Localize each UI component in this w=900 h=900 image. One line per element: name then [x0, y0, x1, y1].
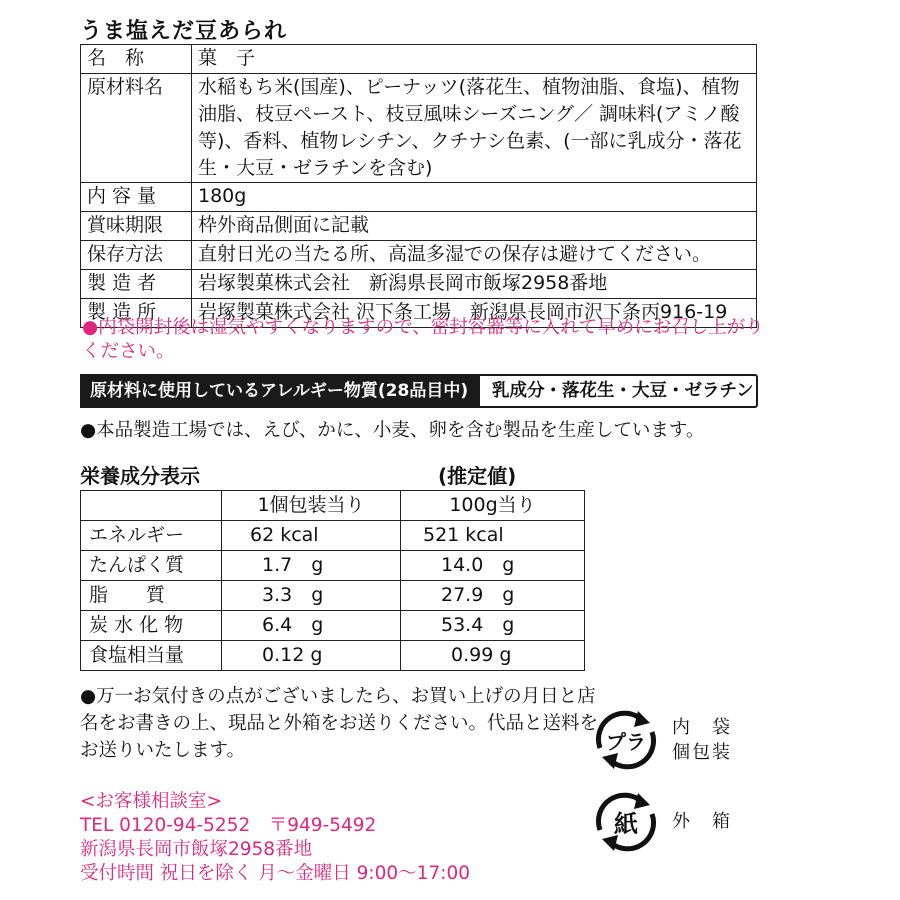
nutrient-name: たんぱく質	[81, 551, 222, 581]
nutrient-per-100g: 521 kcal	[401, 521, 585, 551]
info-value: 岩塚製菓株式会社 沢下条工場 新潟県長岡市沢下条丙916-19	[192, 299, 757, 328]
inquiry-note: ●万一お気付きの点がございましたら、お買い上げの月日と店名をお書きの上、現品と外箱をお送りください。代品と送料をお送りいたします。	[80, 686, 599, 761]
contact-heading: <お客様相談室>	[80, 791, 223, 812]
info-label: 保存方法	[81, 241, 192, 270]
nutrient-per-100g: 53.4 g	[401, 611, 585, 641]
info-row	[81, 241, 757, 270]
info-value: 岩塚製菓株式会社 新潟県長岡市飯塚2958番地	[192, 270, 757, 299]
nutrient-per-pack: 1.7 g	[222, 551, 401, 581]
nutrient-per-pack: 0.12 g	[222, 641, 401, 671]
info-value: 菓 子	[192, 45, 757, 74]
allergy-items: 乳成分・落花生・大豆・ゼラチン	[478, 374, 758, 408]
nutrition-row	[81, 551, 585, 581]
nutrition-title: 栄養成分表示	[80, 464, 200, 488]
contact-hours: 受付時間 祝日を除く 月〜金曜日 9:00〜17:00	[80, 863, 471, 884]
info-label: 製 造 者	[81, 270, 192, 299]
pla-mark-text: プラ	[606, 730, 646, 754]
nutrition-header-row	[81, 491, 585, 521]
info-label: 名 称	[81, 45, 192, 74]
pla-label-inner-bag: 内 袋	[672, 717, 732, 738]
info-label: 製 造 所	[81, 299, 192, 328]
product-info-table	[80, 44, 757, 328]
pla-recycle-icon	[592, 708, 660, 772]
nutrient-name: 炭 水 化 物	[81, 611, 222, 641]
contact-phone: TEL 0120-94-5252 〒949-5492	[80, 815, 377, 836]
nutrient-per-100g: 0.99 g	[401, 641, 585, 671]
info-value-ingredients: 水稲もち米(国産)、ピーナッツ(落花生、植物油脂、食塩)、植物油脂、枝豆ペースト、枝豆風味シーズニング／ 調味料(アミノ酸等)、香料、植物レシチン、クチナシ色素、(一部に乳成分・落花生・大豆・ゼラチンを含む)	[192, 74, 757, 183]
allergy-heading: 原材料に使用しているアレルギー物質(28品目中)	[80, 374, 482, 408]
nutrient-name: 食塩相当量	[81, 641, 222, 671]
nutrient-per-100g: 14.0 g	[401, 551, 585, 581]
nutrient-per-pack: 3.3 g	[222, 581, 401, 611]
storage-note: ●内袋開封後は湿気やすくなりますので、密封容器等に入れて早めにお召し上がりください。	[82, 317, 764, 362]
contact-address: 新潟県長岡市飯塚2958番地	[80, 839, 313, 860]
info-label: 賞味期限	[81, 212, 192, 241]
nutrient-name: 脂 質	[81, 581, 222, 611]
nutrition-header: 1個包装当り	[222, 491, 401, 521]
info-label: 内 容 量	[81, 183, 192, 212]
info-row	[81, 270, 757, 299]
info-label: 原材料名	[81, 74, 192, 183]
info-value: 枠外商品側面に記載	[192, 212, 757, 241]
nutrition-row	[81, 611, 585, 641]
customer-contact	[80, 790, 470, 886]
nutrition-table	[80, 490, 585, 671]
allergy-box	[80, 374, 760, 408]
paper-mark-text: 紙	[614, 810, 638, 838]
paper-recycle-icon	[592, 790, 660, 854]
nutrient-per-pack: 62 kcal	[222, 521, 401, 551]
nutrition-row	[81, 641, 585, 671]
info-value: 180g	[192, 183, 757, 212]
nutrient-name: エネルギー	[81, 521, 222, 551]
nutrient-per-100g: 27.9 g	[401, 581, 585, 611]
nutrition-row	[81, 521, 585, 551]
info-value: 直射日光の当たる所、高温多湿での保存は避けてください。	[192, 241, 757, 270]
info-row	[81, 183, 757, 212]
nutrition-header: 100g当り	[401, 491, 585, 521]
info-row	[81, 212, 757, 241]
nutrition-estimate: (推定値)	[438, 464, 517, 488]
info-row	[81, 74, 757, 183]
factory-note: ●本品製造工場では、えび、かに、小麦、卵を含む製品を生産しています。	[80, 420, 705, 441]
paper-label-outer-box: 外 箱	[672, 811, 732, 832]
info-row	[81, 45, 757, 74]
nutrient-per-pack: 6.4 g	[222, 611, 401, 641]
nutrition-header	[81, 491, 222, 521]
product-title: うま塩えだ豆あられ	[80, 19, 288, 44]
nutrition-row	[81, 581, 585, 611]
pla-label-individual-pack: 個包装	[672, 742, 732, 763]
